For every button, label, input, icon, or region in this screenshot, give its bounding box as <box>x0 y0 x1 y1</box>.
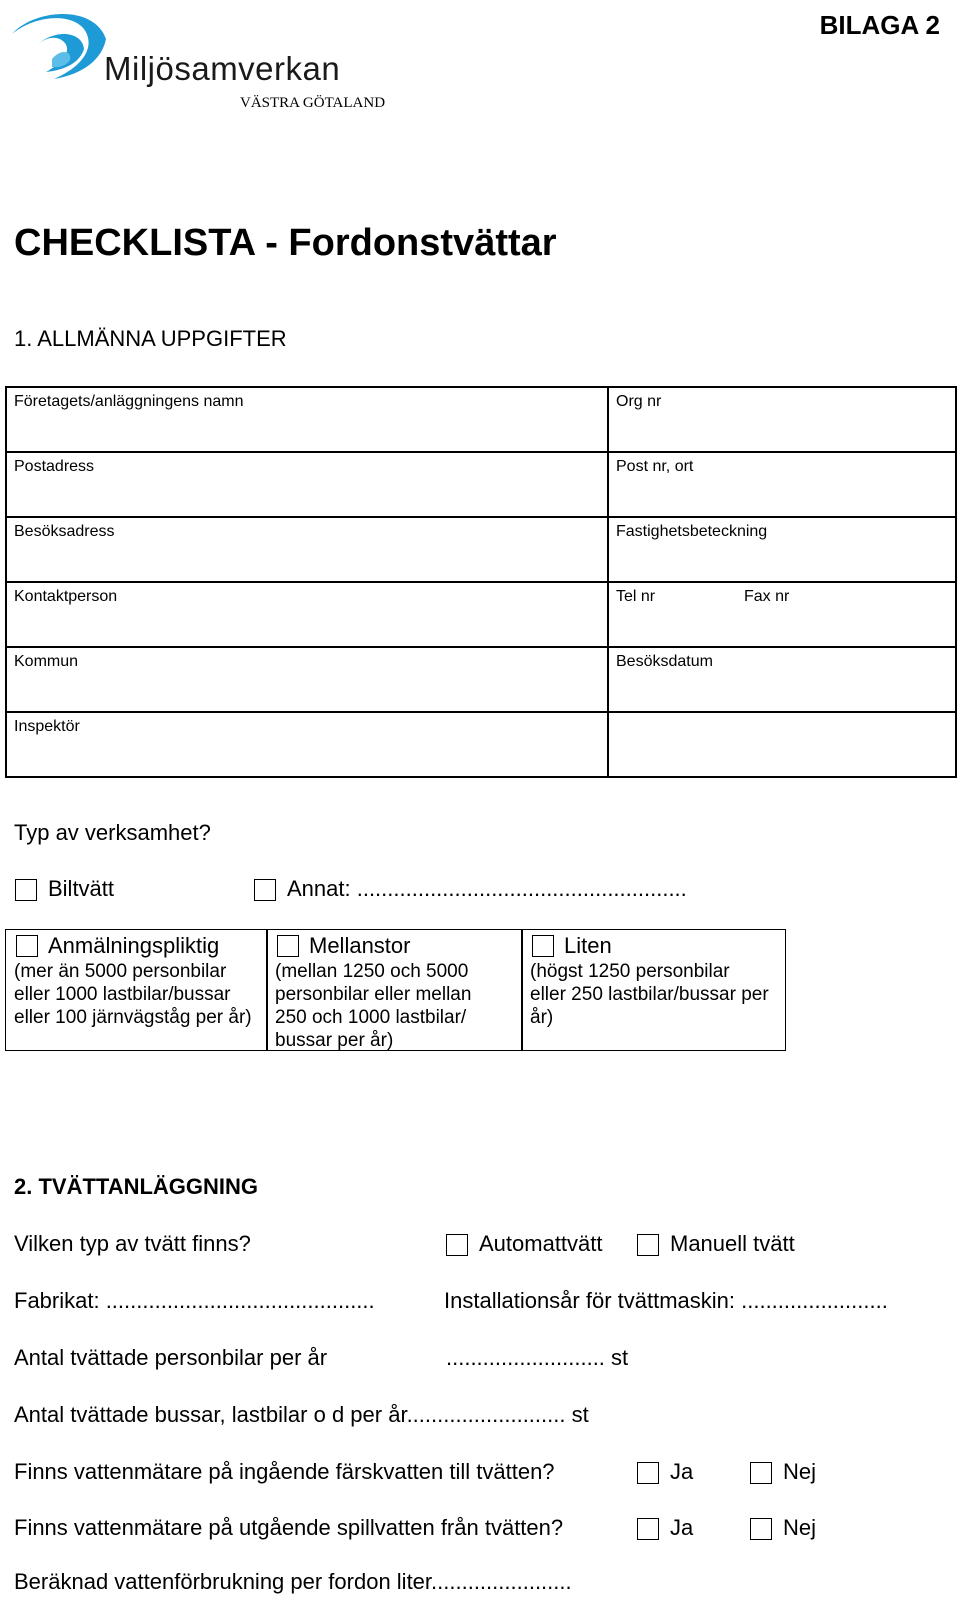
section2-heading: 2. TVÄTTANLÄGGNING <box>14 1174 259 1199</box>
empty-field[interactable] <box>608 712 956 777</box>
visit-date-field[interactable] <box>608 647 956 712</box>
brand-field[interactable]: Fabrikat: ............................................ <box>14 1288 375 1313</box>
logo-name: Miljösamverkan <box>104 50 341 87</box>
field-label: Kontaktperson <box>14 588 118 605</box>
field-label: Fax nr <box>744 588 790 605</box>
table-row <box>6 712 956 777</box>
postcode-city-field[interactable] <box>608 452 956 517</box>
trucks-field[interactable]: Antal tvättade bussar, lastbilar o d per år.......................... st <box>14 1402 589 1427</box>
attachment-label: BILAGA 2 <box>819 10 940 40</box>
property-designation-field[interactable] <box>608 517 956 582</box>
field-label: Tel nr <box>616 588 656 605</box>
page-title: CHECKLISTA - Fordonstvättar <box>14 222 557 264</box>
logo <box>4 4 404 114</box>
meter-in-no-checkbox[interactable] <box>750 1462 772 1484</box>
field-label: Besöksadress <box>14 523 115 540</box>
consumption-field[interactable]: Beräknad vattenförbrukning per fordon liter....................... <box>14 1569 572 1594</box>
table-row <box>6 647 956 712</box>
field-label: Org nr <box>616 393 662 410</box>
car-wash-label: Biltvätt <box>48 876 115 901</box>
automatic-wash-checkbox[interactable] <box>446 1234 468 1256</box>
field-label: Företagets/anläggningens namn <box>14 393 244 410</box>
field-label: Kommun <box>14 653 79 670</box>
field-label: Inspektör <box>14 718 80 735</box>
wash-type-question: Vilken typ av tvätt finns? <box>14 1231 251 1256</box>
meter-in-question: Finns vattenmätare på ingående färskvatten till tvätten? <box>14 1459 555 1484</box>
table-row <box>6 517 956 582</box>
other-label: Annat: ...................................................... <box>287 876 687 901</box>
size-label: Mellanstor <box>309 933 411 958</box>
logo-region: VÄSTRA GÖTALAND <box>240 95 386 111</box>
size-description: (högst 1250 personbilar eller 250 lastbilar/bussar per år) <box>530 961 769 1028</box>
company-name-field[interactable] <box>6 387 608 452</box>
field-label: Fastighetsbeteckning <box>616 523 768 540</box>
postal-address-field[interactable] <box>6 452 608 517</box>
municipality-field[interactable] <box>6 647 608 712</box>
size-label: Anmälningspliktig <box>48 933 220 958</box>
size-box-notifiable <box>5 929 268 1051</box>
business-type-question: Typ av verksamhet? <box>14 820 211 845</box>
field-label: Postadress <box>14 458 95 475</box>
section1-heading: 1. ALLMÄNNA UPPGIFTER <box>14 326 287 351</box>
other-checkbox[interactable] <box>254 879 276 901</box>
inspector-field[interactable] <box>6 712 608 777</box>
medium-checkbox[interactable] <box>277 935 299 957</box>
manual-wash-checkbox[interactable] <box>637 1234 659 1256</box>
logo-swoosh-icon <box>4 4 114 84</box>
phone-fax-field[interactable] <box>608 582 956 647</box>
contact-person-field[interactable] <box>6 582 608 647</box>
visiting-address-field[interactable] <box>6 517 608 582</box>
notifiable-checkbox[interactable] <box>16 935 38 957</box>
car-wash-checkbox[interactable] <box>15 879 37 901</box>
size-box-medium <box>266 929 523 1051</box>
meter-out-yes-checkbox[interactable] <box>637 1518 659 1540</box>
automatic-wash-label: Automattvätt <box>479 1231 603 1256</box>
meter-out-question: Finns vattenmätare på utgående spillvatten från tvätten? <box>14 1515 564 1540</box>
yes-label: Ja <box>670 1459 694 1484</box>
small-checkbox[interactable] <box>532 935 554 957</box>
yes-label: Ja <box>670 1515 694 1540</box>
cars-value-field[interactable]: .......................... st <box>446 1345 629 1370</box>
meter-in-yes-checkbox[interactable] <box>637 1462 659 1484</box>
org-nr-field[interactable] <box>608 387 956 452</box>
size-box-small <box>521 929 786 1051</box>
table-row <box>6 452 956 517</box>
cars-label: Antal tvättade personbilar per år <box>14 1345 328 1370</box>
install-year-field[interactable]: Installationsår för tvättmaskin: ........................ <box>444 1288 888 1313</box>
meter-out-no-checkbox[interactable] <box>750 1518 772 1540</box>
field-label: Post nr, ort <box>616 458 694 475</box>
size-label: Liten <box>564 933 612 958</box>
table-row <box>6 582 956 647</box>
no-label: Nej <box>783 1515 817 1540</box>
no-label: Nej <box>783 1459 817 1484</box>
general-info-table <box>5 386 957 778</box>
manual-wash-label: Manuell tvätt <box>670 1231 795 1256</box>
size-description: (mellan 1250 och 5000 personbilar eller mellan 250 och 1000 lastbilar/ bussar per år) <box>275 961 472 1051</box>
field-label: Besöksdatum <box>616 653 713 670</box>
table-row <box>6 387 956 452</box>
size-description: (mer än 5000 personbilar eller 1000 lastbilar/bussar eller 100 järnvägståg per år) <box>14 961 252 1028</box>
